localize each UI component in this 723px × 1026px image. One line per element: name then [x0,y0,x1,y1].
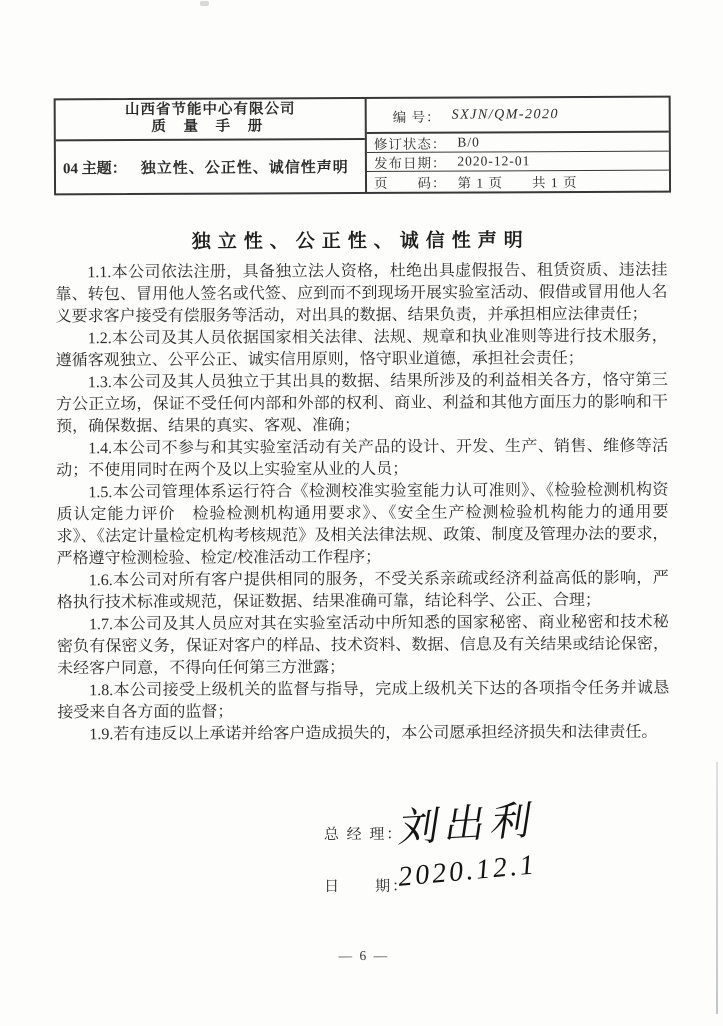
paragraph-1-1: 1.1.本公司依法注册，具备独立法人资格，杜绝出具虚假报告、租赁资质、违法挂靠、转包、冒用他人签名或代签、应到而不到现场开展实验室活动、假借或冒用他人名义要求客户接受有偿服务等活动，对出具的数据、结果负责，并承担相应法律责任； [55,260,667,329]
manual-title: 质 量 手 册 [56,118,365,136]
revision-status-label: 修订状态： [374,133,447,153]
doc-number-label: 编 号： [393,105,441,125]
general-manager-label: 总 经 理： [324,823,404,844]
paragraph-1-9: 1.9.若有违反以上承诺并给客户造成损失的，本公司愿承担经济损失和法律责任。 [57,722,669,747]
footer-page-number: — 6 — [2,946,723,965]
company-header-cell [56,99,365,141]
revision-status-value: B/0 [457,134,480,150]
subject-label: 04 主题： [63,157,127,178]
revision-status-row [367,133,669,153]
doc-number-row [367,98,669,134]
paragraph-1-8: 1.8.本公司接受上级机关的监督与指导，完成上级机关下达的各项指令任务并诚恳接受来自各方面的监督； [57,678,669,725]
paragraph-1-5: 1.5.本公司管理体系运行符合《检测校准实验室能力认可准则》、《检验检测机构资质认定能力评价 检验检测机构通用要求》、《安全生产检测检验机构能力的通用要求》、《法定计量检定机构考核规范》及相关法律法规、政策、制度及管理办法的要求，严格遵守检测检验、检定/校准活动工作程序； [56,480,668,571]
paragraph-1-7: 1.7.本公司及其人员应对其在实验室活动中所知悉的国家秘密、商业秘密和技术秘密负有保密义务，保证对客户的样品、技术资料、数据、信息及有关结果或结论保密，未经客户同意，不得向任何第三方泄露； [57,612,669,681]
issue-date-row [367,152,669,172]
doc-number-value: SXJN/QM-2020 [452,107,560,123]
subject-cell [56,140,365,193]
declaration-body [55,260,669,747]
signature-date-label: 日 期： [324,875,409,896]
paragraph-1-2: 1.2.本公司及其人员依据国家相关法律、法规、规章和执业准则等进行技术服务，遵循客观独立、公平公正、诚实信用原则，恪守职业道德，承担社会责任； [56,326,668,373]
page-code-value: 第 1 页 共 1 页 [457,171,577,192]
paragraph-1-3: 1.3.本公司及其人员独立于其出具的数据、结果所涉及的利益相关各方，恪守第三方公正立场，保证不受任何内部和外部的权利、商业、利益和其他方面压力的影响和干预，确保数据、结果的真实、客观、准确； [56,370,668,439]
paragraph-1-6: 1.6.本公司对所有客户提供相同的服务，不受关系亲疏或经济利益高低的影响，严格执行技术标准或规范，保证数据、结果准确可靠，结论科学、公正、合理； [57,568,669,615]
header-table [54,96,671,196]
page-code-label: 页 码： [374,172,447,192]
paragraph-1-4: 1.4.本公司不参与和其实验室活动有关产品的设计、开发、生产、销售、维修等活动；不使用同时在两个及以上实验室从业的人员； [56,436,668,483]
header-table-right-column [367,98,669,192]
subject-value: 独立性、公正性、诚信性声明 [141,156,349,178]
header-table-left-column [56,99,367,193]
signature-date-handwriting: 2020.12.1 [397,849,538,894]
page-code-row [367,171,669,192]
issue-date-value: 2020-12-01 [457,153,530,169]
issue-date-label: 发布日期： [374,152,447,172]
general-manager-signature-handwriting: 刘出利 [395,788,542,853]
company-name: 山西省节能中心有限公司 [56,101,365,119]
document-title: 独立性、公正性、诚信性声明 [0,224,722,254]
